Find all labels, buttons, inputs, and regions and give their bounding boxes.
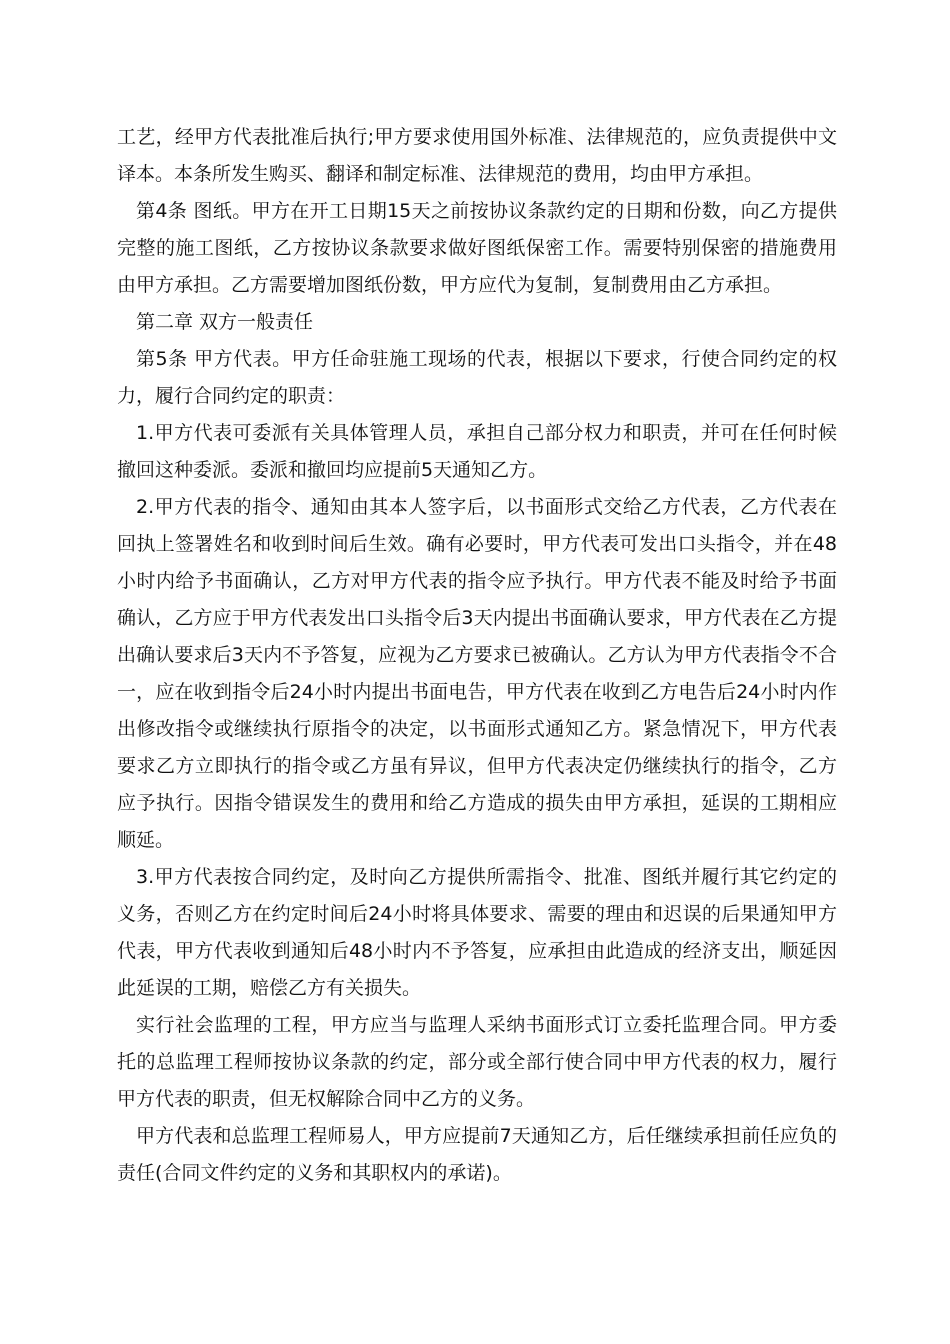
paragraph-item-1: 1.甲方代表可委派有关具体管理人员，承担自己部分权力和职责，并可在任何时候撤回这种委派。委派和撤回均应提前5天通知乙方。 [117,422,837,481]
document-page [117,119,837,1192]
chapter-heading-general-duties: 第二章 双方一般责任 [136,311,314,333]
paragraph-standards-continuation: 工艺，经甲方代表批准后执行;甲方要求使用国外标准、法律规范的，应负责提供中文译本。本条所发生购买、翻译和制定标准、法律规范的费用，均由甲方承担。 [117,126,837,185]
paragraph-item-3: 3.甲方代表按合同约定，及时向乙方提供所需指令、批准、图纸并履行其它约定的义务，否则乙方在约定时间后24小时将具体要求、需要的理由和迟误的后果通知甲方代表，甲方代表收到通知后48小时内不予答复，应承担由此造成的经济支出，顺延因此延误的工期，赔偿乙方有关损失。 [117,866,837,999]
paragraph-rep-change: 甲方代表和总监理工程师易人，甲方应提前7天通知乙方，后任继续承担前任应负的责任(合同文件约定的义务和其职权内的承诺)。 [117,1125,837,1184]
paragraph-article-5-party-a-rep: 第5条 甲方代表。甲方任命驻施工现场的代表，根据以下要求，行使合同约定的权力，履行合同约定的职责： [117,348,837,407]
paragraph-item-2: 2.甲方代表的指令、通知由其本人签字后，以书面形式交给乙方代表，乙方代表在回执上签署姓名和收到时间后生效。确有必要时，甲方代表可发出口头指令，并在48小时内给予书面确认，乙方对甲方代表的指令应予执行。甲方代表不能及时给予书面确认，乙方应于甲方代表发出口头指令后3天内提出书面确认要求，甲方代表在乙方提出确认要求后3天内不予答复，应视为乙方要求已被确认。乙方认为甲方代表指令不合一，应在收到指令后24小时内提出书面电告，甲方代表在收到乙方电告后24小时内作出修改指令或继续执行原指令的决定，以书面形式通知乙方。紧急情况下，甲方代表要求乙方立即执行的指令或乙方虽有异议，但甲方代表决定仍继续执行的指令，乙方应予执行。因指令错误发生的费用和给乙方造成的损失由甲方承担，延误的工期相应顺延。 [117,496,837,851]
paragraph-article-4-drawings: 第4条 图纸。甲方在开工日期15天之前按协议条款约定的日期和份数，向乙方提供完整的施工图纸，乙方按协议条款要求做好图纸保密工作。需要特别保密的措施费用由甲方承担。乙方需要增加图纸份数，甲方应代为复制，复制费用由乙方承担。 [117,200,837,296]
paragraph-supervision: 实行社会监理的工程，甲方应当与监理人采纳书面形式订立委托监理合同。甲方委托的总监理工程师按协议条款的约定，部分或全部行使合同中甲方代表的权力，履行甲方代表的职责，但无权解除合同中乙方的义务。 [117,1014,837,1110]
